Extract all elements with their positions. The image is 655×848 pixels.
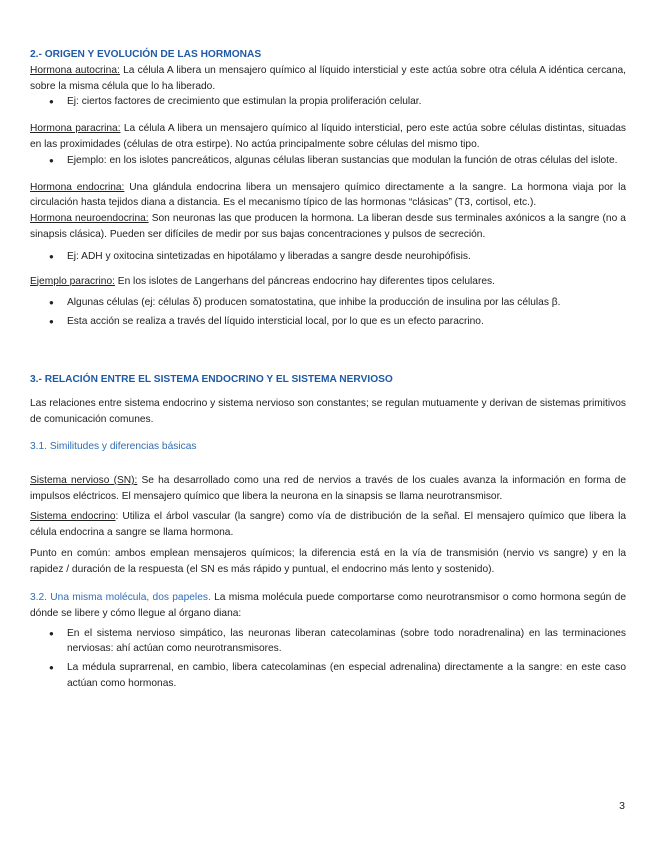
subsection-3-2-list bbox=[30, 626, 626, 692]
sistema-nervioso-text: Se ha desarrollado como una red de nervios a través de los cuales avanza la información en forma de impulsos eléctricos. El mensajero químico que libera la neurona en la sinapsis se llama neurotransmisor. bbox=[30, 475, 626, 502]
list-item: ● Ej: ciertos factores de crecimiento que estimulan la propia proliferación celular. bbox=[30, 94, 626, 110]
neuroendocrina-label: Hormona neuroendocrina: bbox=[30, 213, 149, 225]
sistema-nervioso-label: Sistema nervioso (SN): bbox=[30, 475, 138, 487]
section-3-intro: Las relaciones entre sistema endocrino y sistema nervioso son constantes; se regulan mutuamente y derivan de sistemas primitivos de comunicación comunes. bbox=[30, 397, 626, 425]
list-item: ● Ejemplo: en los islotes pancreáticos, algunas células liberan sustancias que modulan la función de otras células del islote. bbox=[30, 153, 626, 169]
neuroendocrina-text: Son neuronas las que producen la hormona. La liberan desde sus terminales axónicos a la sangre (no a sinapsis clásica). Pueden ser difíciles de medir por sus bajas concentraciones y pulsos de secreción. bbox=[30, 213, 626, 240]
list-item: ● En el sistema nervioso simpático, las neuronas liberan catecolaminas (sobre todo noradrenalina) en las terminaciones nerviosas: ahí actúan como neurotransmisores. bbox=[30, 626, 626, 658]
paracrina-paragraph bbox=[30, 121, 626, 153]
list-item: ● Esta acción se realiza a través del líquido intersticial local, por lo que es un efecto paracrino. bbox=[30, 314, 626, 330]
list-item: ● Algunas células (ej: células δ) producen somatostatina, que inhibe la producción de insulina por las células β. bbox=[30, 295, 626, 311]
sistema-endocrino-text: : Utiliza el árbol vascular (la sangre) como vía de distribución de la señal. El mensajero químico que libera la célula endocrina a sangre se llama hormona. bbox=[30, 510, 626, 538]
endocrina-paragraph bbox=[30, 180, 626, 212]
subsection-3-2-paragraph bbox=[30, 590, 626, 622]
punto-comun-paragraph: Punto en común: ambos emplean mensajeros químicos; la diferencia está en la vía de transmisión (nervio vs sangre) y en la rapidez / duración de la respuesta (el SN es más rápido y puntual, el endocrino más lento y sostenido). bbox=[30, 548, 626, 576]
subsection-3-2-heading: 3.2. Una misma molécula, dos papeles. bbox=[30, 591, 211, 603]
ejemplo-paracrino-paragraph bbox=[30, 274, 626, 290]
endocrina-text: Una glándula endocrina libera un mensajero químico directamente a la sangre. La hormona viaja por la circulación hasta tejidos diana a distancia. Es el mecanismo típico de las hormonas “clásicas” (T3, cortisol, etc.). bbox=[30, 181, 626, 209]
paracrina-label: Hormona paracrina: bbox=[30, 123, 121, 135]
subsection-3-2-text: La misma molécula puede comportarse como neurotransmisor o como hormona según de dónde se libere y cómo llegue al órgano diana: bbox=[30, 591, 626, 619]
ejemplo-paracrino-list bbox=[30, 295, 626, 330]
list-item: ● Ej: ADH y oxitocina sintetizadas en hipotálamo y liberadas a sangre desde neurohipófisis. bbox=[30, 249, 626, 265]
document-page bbox=[30, 0, 626, 692]
subsection-3-1-heading: 3.1. Similitudes y diferencias básicas bbox=[30, 441, 197, 453]
sistema-nervioso-paragraph bbox=[30, 473, 626, 505]
autocrina-paragraph bbox=[30, 63, 626, 95]
sistema-endocrino-label: Sistema endocrino bbox=[30, 510, 116, 522]
autocrina-label: Hormona autocrina: bbox=[30, 64, 120, 76]
paracrina-text: La célula A libera un mensajero químico al líquido intersticial, pero este actúa sobre células distintas, situadas en las proximidades (células de otra estirpe). No actúa principalmente sobre células del mismo tipo. bbox=[30, 123, 627, 150]
endocrina-label: Hormona endocrina: bbox=[30, 181, 125, 193]
section-2-heading: 2.- ORIGEN Y EVOLUCIÓN DE LAS HORMONAS bbox=[30, 49, 262, 60]
sistema-endocrino-paragraph bbox=[30, 509, 626, 541]
autocrina-text: La célula A libera un mensajero químico al líquido intersticial y este actúa sobre otra célula A idéntica cercana, sobre la misma célula que lo ha liberado. bbox=[30, 64, 626, 92]
list-item: ● La médula suprarrenal, en cambio, libera catecolaminas (en especial adrenalina) directamente a la sangre: en este caso actúan como hormonas. bbox=[30, 660, 626, 692]
ejemplo-paracrino-label: Ejemplo paracrino: bbox=[30, 275, 115, 287]
neuroendocrina-list bbox=[30, 249, 626, 265]
page-number: 3 bbox=[619, 800, 625, 812]
paracrina-list bbox=[30, 153, 626, 169]
section-3-heading: 3.- RELACIÓN ENTRE EL SISTEMA ENDOCRINO Y EL SISTEMA NERVIOSO bbox=[30, 373, 393, 385]
autocrina-list bbox=[30, 94, 626, 110]
ejemplo-paracrino-text: En los islotes de Langerhans del páncreas endocrino hay diferentes tipos celulares. bbox=[114, 275, 495, 287]
neuroendocrina-paragraph bbox=[30, 211, 626, 243]
